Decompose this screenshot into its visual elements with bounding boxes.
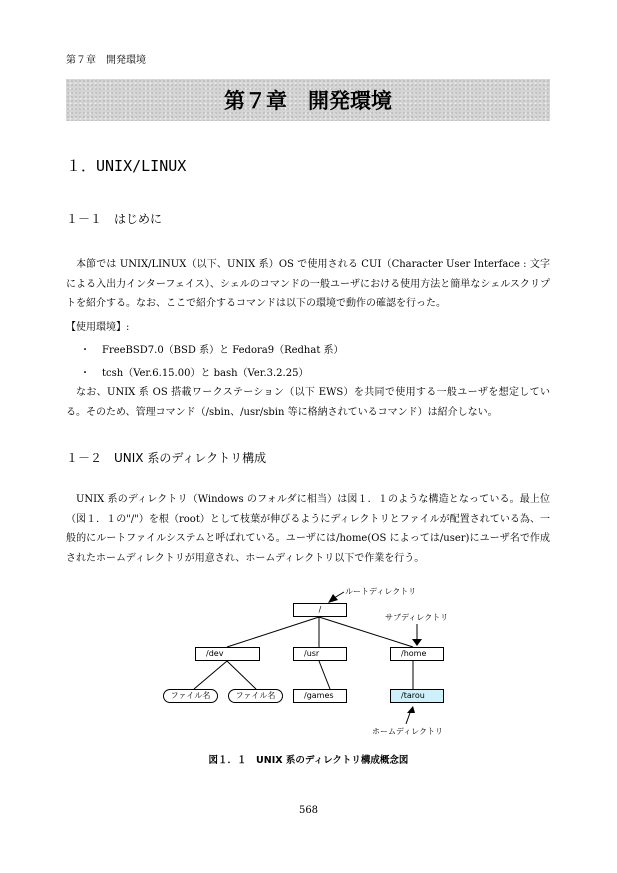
directory-paragraph: UNIX 系のディレクトリ（Windows のフォルダに相当）は図１．１のような構造となっている。最上位（図１．１の"/"）を根（root）として枝葉が伸びるようにディレクトリとファイルが配置されている為、一般的にルートファイルシステムと呼ばれている。ユーザには/home(OS によっては/user)にユーザ名で作成されたホームディレクトリが用意され、ホームディレクトリ以下で作業を行う。 — [66, 494, 550, 564]
chapter-title: 第７章 開発環境 — [224, 89, 392, 113]
root-arrowhead — [328, 594, 338, 603]
section-heading-introduction: １－１ はじめに — [66, 212, 163, 226]
section-heading-unix-linux: １．UNIX/LINUX — [66, 157, 187, 175]
home-directory-label: ホームディレクトリ — [372, 727, 444, 736]
bullet-marker: ・ — [80, 368, 90, 379]
usr-directory-node: /usr — [293, 647, 347, 661]
bullet-marker: ・ — [80, 345, 90, 356]
connector-usr-games — [319, 661, 330, 689]
root-directory-node: / — [293, 603, 347, 617]
dev-directory-node: /dev — [195, 647, 260, 661]
games-directory-node: /games — [293, 689, 347, 703]
connector-dev-file2 — [227, 661, 256, 689]
environment-item-shell: tcsh（Ver.6.15.00）と bash（Ver.3.2.25） — [102, 368, 309, 379]
home-arrowhead — [407, 706, 415, 713]
home-directory-node: /home — [390, 647, 444, 661]
target-user-paragraph: なお、UNIX 系 OS 搭載ワークステーション（以下 EWS）を共同で使用する一般ユーザを想定している。そのため、管理コマンド（/sbin、/usr/sbin 等に格納されているコマンド）は紹介しない。 — [66, 387, 550, 418]
running-header: 第７章 開発環境 — [66, 55, 146, 66]
subdirectory-label: サブディレクトリ — [385, 613, 449, 622]
connector-dev-file1 — [194, 661, 227, 689]
file-node: ファイル名 — [163, 689, 218, 703]
file-node: ファイル名 — [228, 689, 283, 703]
connector-root-dev — [227, 617, 319, 647]
section-heading-directory-structure: １－２ UNIX 系のディレクトリ構成 — [66, 451, 267, 465]
root-directory-label: ルートディレクトリ — [345, 587, 417, 596]
environment-item-os: FreeBSD7.0（BSD 系）と Fedora9（Redhat 系） — [102, 345, 344, 356]
page-number: 568 — [298, 805, 319, 816]
environment-label: 【使用環境】: — [66, 322, 130, 333]
intro-paragraph: 本節では UNIX/LINUX（以下、UNIX 系）OS で使用される CUI（Character User Interface : 文字による入出力インターフェイス）、シェルのコマンドの一般ユーザにおける使用方法と簡単なシェルスクリプトを紹介する。なお、ここで紹介するコマンドは以下の環境で動作の確認を行った。 — [66, 259, 550, 309]
tarou-home-directory-node: /tarou — [390, 689, 444, 703]
sub-arrowhead — [412, 639, 422, 646]
figure-caption: 図１．１ UNIX 系のディレクトリ構成概念図 — [208, 755, 409, 766]
